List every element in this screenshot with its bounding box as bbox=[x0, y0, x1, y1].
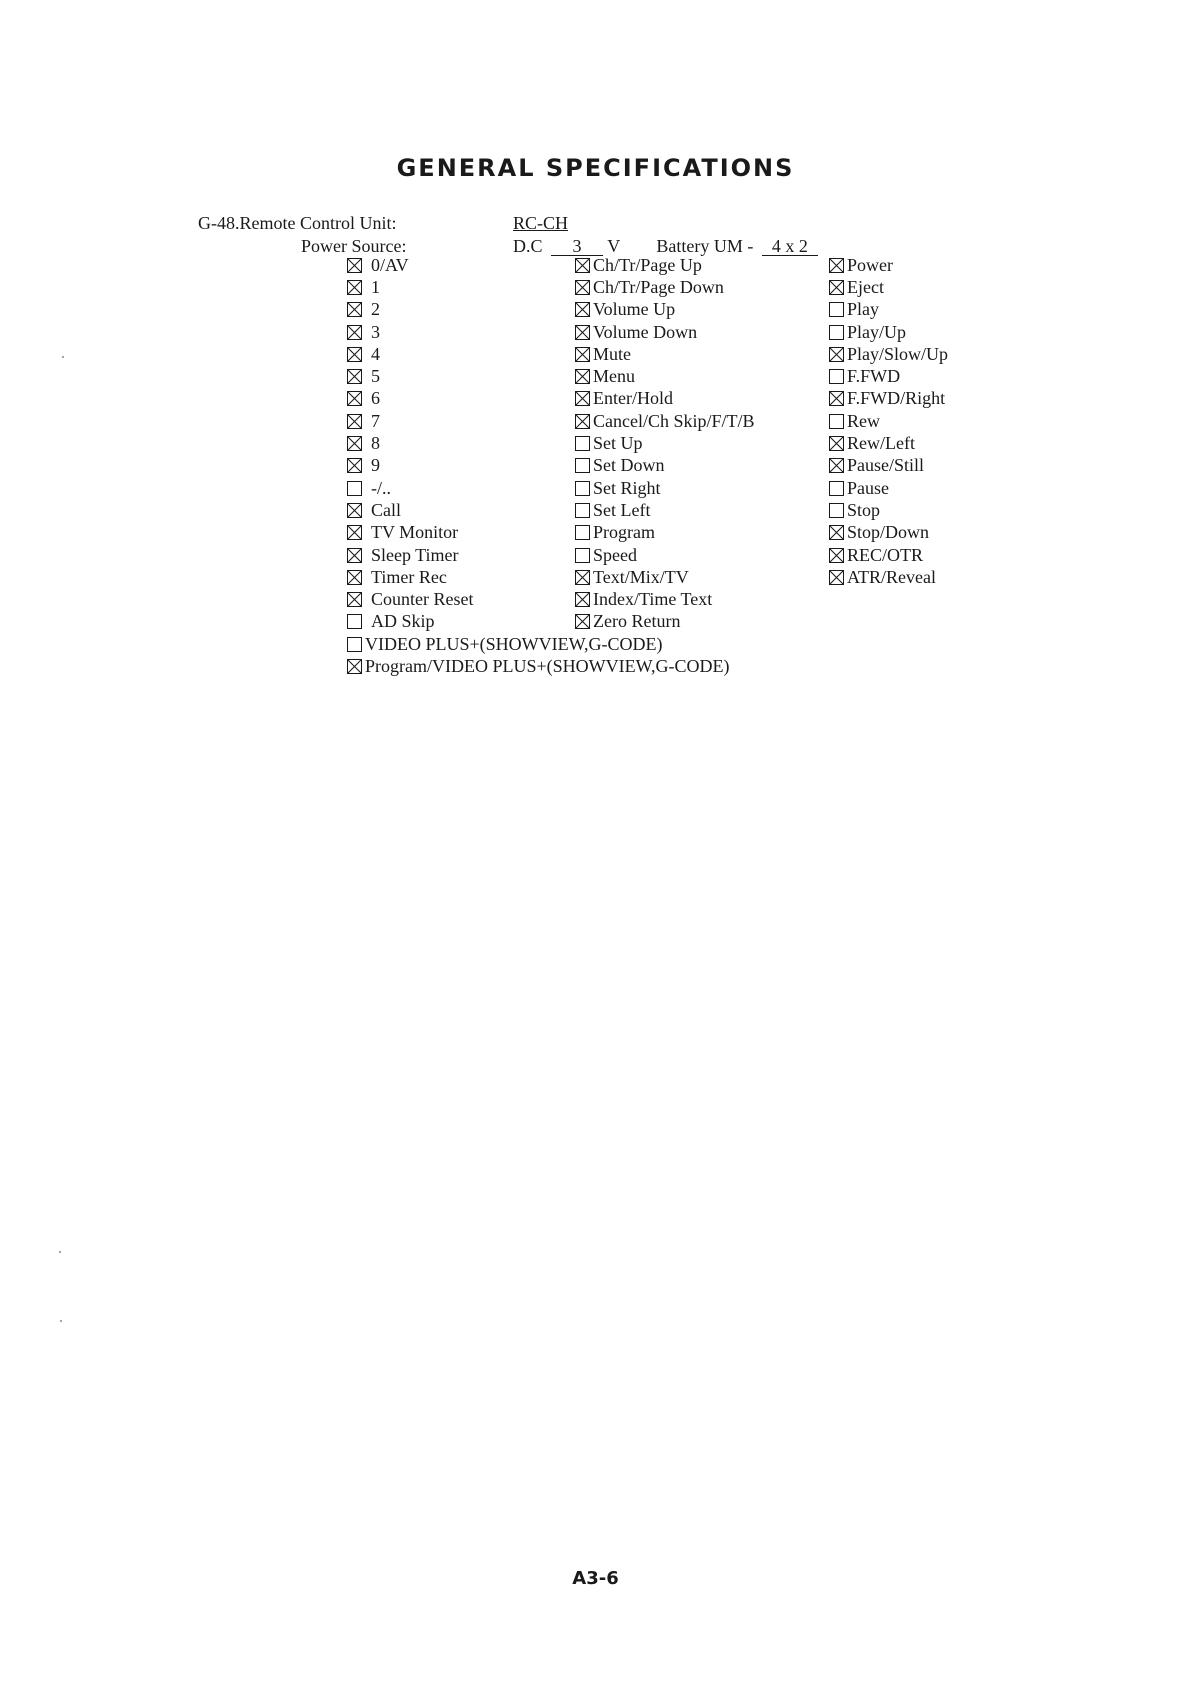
empty-box-icon bbox=[829, 503, 844, 518]
checklist-item bbox=[347, 388, 473, 410]
section-label: G-48.Remote Control Unit: bbox=[198, 213, 397, 233]
checked-box-icon bbox=[347, 525, 362, 540]
page-title: GENERAL SPECIFICATIONS bbox=[396, 154, 795, 182]
checklist-item-label: 2 bbox=[371, 299, 380, 320]
checklist-item-label: -/.. bbox=[371, 477, 391, 498]
checklist-item-label: Counter Reset bbox=[371, 589, 474, 610]
checklist-item bbox=[575, 343, 755, 365]
checked-box-icon bbox=[829, 280, 844, 295]
scan-speck bbox=[59, 1251, 61, 1253]
checklist-item-label: Play/Up bbox=[847, 321, 907, 342]
model-number: RC-CH bbox=[513, 213, 569, 233]
checklist-item-label: AD Skip bbox=[371, 611, 435, 632]
checklist-item-label: Enter/Hold bbox=[593, 388, 673, 409]
checked-box-icon bbox=[575, 414, 590, 429]
volt-unit: V bbox=[607, 236, 620, 256]
checklist-item bbox=[575, 566, 755, 588]
checklist-item bbox=[829, 499, 948, 521]
checklist-item bbox=[829, 432, 948, 454]
checklist-item bbox=[347, 410, 473, 432]
checklist-item bbox=[575, 611, 755, 633]
empty-box-icon bbox=[829, 414, 844, 429]
checklist-item-label: Play bbox=[847, 299, 880, 320]
checklist-item-label: Timer Rec bbox=[371, 566, 447, 587]
empty-box-icon bbox=[575, 481, 590, 496]
checklist-item-label: 0/AV bbox=[371, 254, 409, 275]
checklist-item-label: 1 bbox=[371, 276, 380, 297]
checklist-item-label: Pause/Still bbox=[847, 455, 925, 476]
checklist-item-label: Volume Up bbox=[593, 299, 676, 320]
checklist-item bbox=[575, 455, 755, 477]
checked-box-icon bbox=[347, 414, 362, 429]
checklist-item bbox=[829, 276, 948, 298]
checklist-item bbox=[347, 276, 473, 298]
checklist-item-label: 3 bbox=[371, 321, 380, 342]
checklist-item-label: Program/VIDEO PLUS+(SHOWVIEW,G-CODE) bbox=[365, 655, 730, 676]
checklist-item bbox=[829, 254, 948, 276]
checklist-item bbox=[575, 299, 755, 321]
empty-box-icon bbox=[347, 614, 362, 629]
voltage-value: 3 bbox=[551, 237, 603, 256]
checklist-item bbox=[829, 388, 948, 410]
checklist-item-label: Power bbox=[847, 254, 893, 275]
checklist-item-label: Index/Time Text bbox=[593, 589, 713, 610]
empty-box-icon bbox=[575, 458, 590, 473]
checked-box-icon bbox=[347, 592, 362, 607]
empty-box-icon bbox=[347, 637, 362, 652]
checklist-item bbox=[575, 477, 755, 499]
empty-box-icon bbox=[575, 503, 590, 518]
power-source-label: Power Source: bbox=[301, 236, 407, 256]
checklist-item-label: Stop bbox=[847, 499, 881, 520]
checklist-item-label: Set Left bbox=[593, 499, 651, 520]
checklist-item bbox=[347, 588, 473, 610]
checklist-item-label: TV Monitor bbox=[371, 522, 459, 543]
checked-box-icon bbox=[575, 302, 590, 317]
checklist-item bbox=[575, 254, 755, 276]
checklist-item bbox=[575, 410, 755, 432]
checklist-item bbox=[575, 321, 755, 343]
empty-box-icon bbox=[575, 548, 590, 563]
checklist-item bbox=[575, 276, 755, 298]
checklist-item bbox=[829, 477, 948, 499]
checklist-item-label: Sleep Timer bbox=[371, 544, 459, 565]
dc-label: D.C bbox=[513, 236, 543, 256]
checked-box-icon bbox=[575, 570, 590, 585]
checklist-item bbox=[347, 455, 473, 477]
checklist-item-label: F.FWD/Right bbox=[847, 388, 946, 409]
checklist-item-label: Rew/Left bbox=[847, 433, 915, 454]
checked-box-icon bbox=[347, 548, 362, 563]
checked-box-icon bbox=[575, 280, 590, 295]
checklist-item bbox=[347, 477, 473, 499]
checklist-item-label: Speed bbox=[593, 544, 637, 565]
checked-box-icon bbox=[347, 570, 362, 585]
checklist-item-label: 4 bbox=[371, 343, 380, 364]
checklist-item bbox=[829, 321, 948, 343]
checklist-item-label: VIDEO PLUS+(SHOWVIEW,G-CODE) bbox=[365, 633, 663, 654]
checked-box-icon bbox=[575, 391, 590, 406]
checklist-item bbox=[347, 299, 473, 321]
checklist-item bbox=[347, 611, 473, 633]
checklist-item bbox=[575, 588, 755, 610]
checklist-item-label: Eject bbox=[847, 276, 884, 297]
checked-box-icon bbox=[347, 280, 362, 295]
checklist-item-label: Mute bbox=[593, 343, 631, 364]
battery-label: Battery UM - bbox=[656, 236, 754, 256]
checked-box-icon bbox=[829, 436, 844, 451]
checked-box-icon bbox=[829, 525, 844, 540]
checklist-item bbox=[347, 254, 473, 276]
empty-box-icon bbox=[347, 481, 362, 496]
empty-box-icon bbox=[575, 436, 590, 451]
empty-box-icon bbox=[575, 525, 590, 540]
key-column-2 bbox=[575, 254, 755, 633]
checked-box-icon bbox=[575, 614, 590, 629]
checked-box-icon bbox=[575, 325, 590, 340]
checklist-item-label: Play/Slow/Up bbox=[847, 343, 949, 364]
checklist-item bbox=[575, 365, 755, 387]
checklist-item bbox=[829, 566, 948, 588]
checklist-item bbox=[347, 544, 473, 566]
checklist-item-label: Program bbox=[593, 522, 655, 543]
checklist-item-label: 6 bbox=[371, 388, 380, 409]
checklist-item bbox=[829, 410, 948, 432]
checklist-item bbox=[347, 499, 473, 521]
checklist-item bbox=[829, 365, 948, 387]
checklist-item-label: Set Up bbox=[593, 433, 643, 454]
checklist-item-label: 8 bbox=[371, 433, 380, 454]
checked-box-icon bbox=[347, 659, 362, 674]
checked-box-icon bbox=[829, 570, 844, 585]
checklist-item bbox=[575, 522, 755, 544]
checked-box-icon bbox=[347, 302, 362, 317]
checked-box-icon bbox=[575, 592, 590, 607]
checked-box-icon bbox=[829, 391, 844, 406]
checklist-item-label: Cancel/Ch Skip/F/T/B bbox=[593, 410, 755, 431]
checked-box-icon bbox=[347, 458, 362, 473]
checklist-item bbox=[347, 432, 473, 454]
checklist-item bbox=[347, 522, 473, 544]
checked-box-icon bbox=[575, 258, 590, 273]
checked-box-icon bbox=[829, 347, 844, 362]
empty-box-icon bbox=[829, 481, 844, 496]
checklist-item-label: Call bbox=[371, 499, 401, 520]
scan-speck bbox=[62, 356, 64, 358]
checklist-item-label: Text/Mix/TV bbox=[593, 566, 689, 587]
empty-box-icon bbox=[829, 325, 844, 340]
checklist-item bbox=[347, 655, 729, 677]
checklist-item-label: Set Down bbox=[593, 455, 665, 476]
checklist-item bbox=[829, 343, 948, 365]
checklist-item-label: F.FWD bbox=[847, 366, 901, 387]
checklist-item-label: Zero Return bbox=[593, 611, 681, 632]
checked-box-icon bbox=[829, 458, 844, 473]
wide-items bbox=[347, 633, 729, 678]
checklist-item bbox=[347, 321, 473, 343]
checklist-item bbox=[347, 566, 473, 588]
checklist-item bbox=[829, 455, 948, 477]
checked-box-icon bbox=[347, 325, 362, 340]
empty-box-icon bbox=[829, 302, 844, 317]
checklist-item-label: 9 bbox=[371, 455, 380, 476]
checklist-item-label: Ch/Tr/Page Down bbox=[593, 276, 724, 297]
checklist-item bbox=[575, 388, 755, 410]
checklist-item-label: 5 bbox=[371, 366, 380, 387]
checklist-item-label: Rew bbox=[847, 410, 880, 431]
checked-box-icon bbox=[347, 258, 362, 273]
checklist-item-label: Pause bbox=[847, 477, 889, 498]
checklist-item bbox=[575, 544, 755, 566]
checked-box-icon bbox=[575, 369, 590, 384]
checklist-item-label: Set Right bbox=[593, 477, 661, 498]
checklist-item-label: REC/OTR bbox=[847, 544, 924, 565]
checklist-item bbox=[829, 544, 948, 566]
checklist-item-label: ATR/Reveal bbox=[847, 566, 936, 587]
checked-box-icon bbox=[347, 347, 362, 362]
checklist-item-label: 7 bbox=[371, 410, 380, 431]
checklist-item bbox=[347, 633, 729, 655]
checked-box-icon bbox=[347, 369, 362, 384]
scan-speck bbox=[60, 1320, 62, 1322]
key-column-3 bbox=[829, 254, 948, 588]
checklist-item bbox=[347, 365, 473, 387]
checklist-item-label: Menu bbox=[593, 366, 635, 387]
empty-box-icon bbox=[829, 369, 844, 384]
checklist-item bbox=[575, 499, 755, 521]
checklist-item bbox=[347, 343, 473, 365]
checklist-item bbox=[575, 432, 755, 454]
checked-box-icon bbox=[829, 258, 844, 273]
checklist-item-label: Stop/Down bbox=[847, 522, 930, 543]
checklist-item bbox=[829, 299, 948, 321]
checked-box-icon bbox=[347, 391, 362, 406]
checklist-item-label: Volume Down bbox=[593, 321, 698, 342]
checked-box-icon bbox=[347, 503, 362, 518]
page-number: A3-6 bbox=[572, 1568, 619, 1589]
checklist-item-label: Ch/Tr/Page Up bbox=[593, 254, 702, 275]
battery-value: 4 x 2 bbox=[762, 237, 818, 256]
checklist-item bbox=[829, 522, 948, 544]
key-column-1 bbox=[347, 254, 473, 633]
checked-box-icon bbox=[575, 347, 590, 362]
checked-box-icon bbox=[347, 436, 362, 451]
checked-box-icon bbox=[829, 548, 844, 563]
